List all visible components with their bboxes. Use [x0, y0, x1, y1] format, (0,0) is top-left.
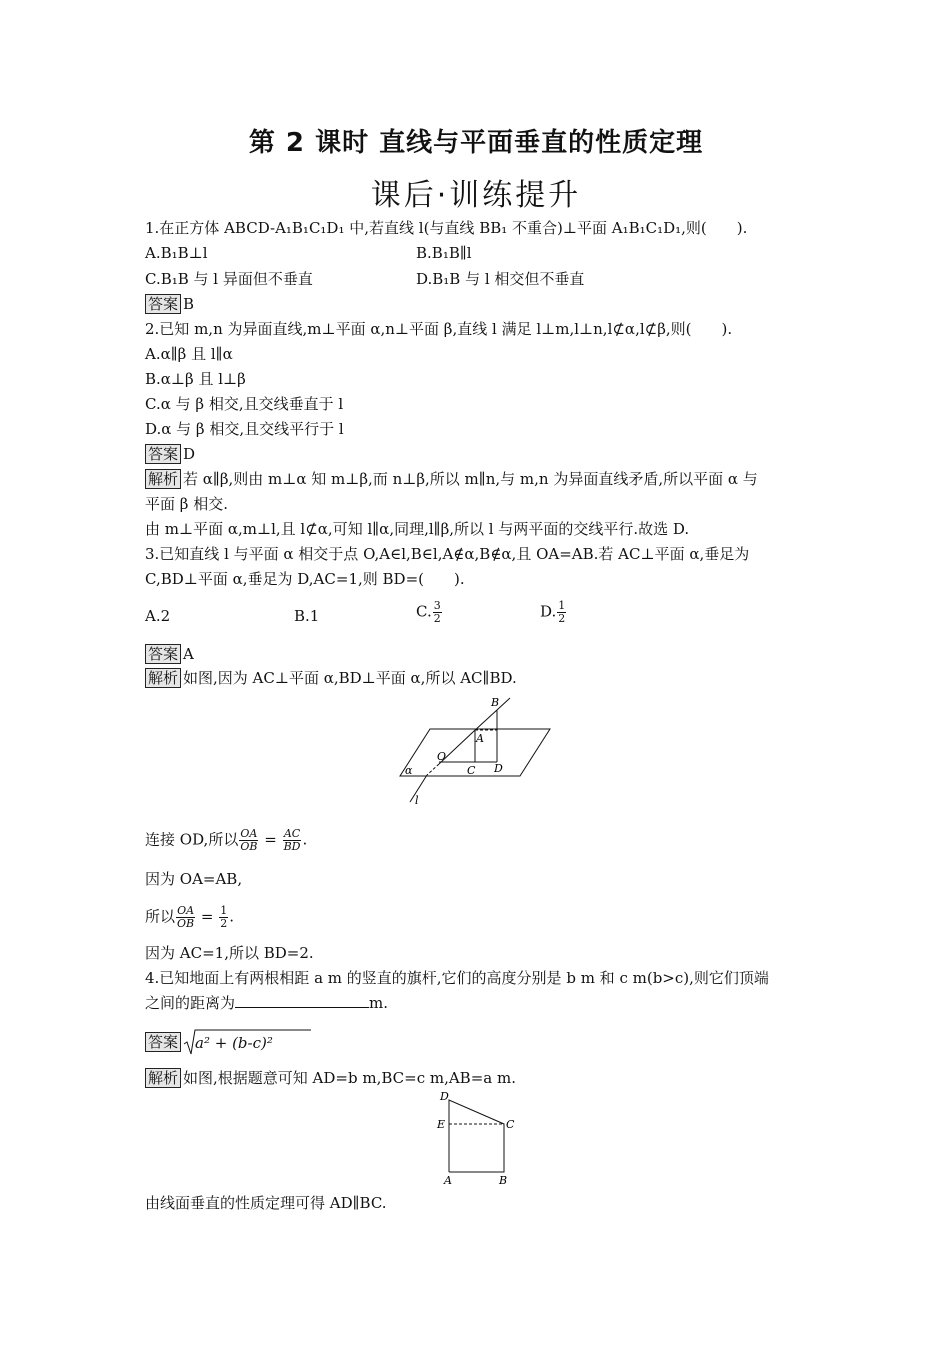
equals-sign: = [264, 830, 277, 849]
q3-option-b: B.1 [294, 607, 320, 625]
q2-analysis-1: 若 α∥β,则由 m⊥α 知 m⊥β,而 n⊥β,所以 m∥n,与 m,n 为异面直线矛盾,所以平面 α 与 [183, 470, 758, 488]
analysis-label: 解析 [145, 469, 181, 489]
q3-option-c-fraction [433, 600, 442, 625]
q1-answer: B [183, 295, 195, 313]
q4-stem-2-post: m. [369, 994, 389, 1012]
q2-option-d: D.α 与 β 相交,且交线平行于 l [145, 420, 344, 438]
q2-analysis-row [145, 469, 758, 489]
fraction-one-half [219, 905, 228, 930]
q3-figure-plane-line [395, 694, 560, 809]
label-C: C [467, 764, 476, 777]
q4-stem-2-pre: 之间的距离为 [145, 994, 236, 1012]
answer-label: 答案 [145, 1032, 181, 1052]
fraction-numerator: AC [283, 827, 301, 840]
page-subtitle: 课后·训练提升 [370, 178, 582, 213]
fraction-denominator: 2 [558, 612, 566, 625]
label-B: B [491, 696, 500, 709]
q4-stem-2 [145, 993, 388, 1013]
q2-answer-row [145, 444, 195, 464]
fraction-OA-OB [239, 828, 258, 853]
q3-analysis-1: 如图,因为 AC⊥平面 α,BD⊥平面 α,所以 AC∥BD. [183, 669, 517, 687]
q2-analysis-3: 由 m⊥平面 α,m⊥l,且 l⊄α,可知 l∥α,同理,l∥β,所以 l 与两平面的交线平行.故选 D. [145, 520, 690, 538]
q3-analysis-so [145, 905, 234, 930]
fraction-OA-OB [176, 905, 195, 930]
label-D: D [440, 1090, 449, 1103]
fraction-denominator: OB [240, 840, 258, 853]
text-so: 所以 [145, 907, 176, 926]
q3-stem-2: C,BD⊥平面 α,垂足为 D,AC=1,则 BD=( ). [145, 570, 465, 588]
q2-option-c: C.α 与 β 相交,且交线垂直于 l [145, 395, 344, 413]
label-E: E [437, 1118, 446, 1131]
fraction-numerator: OA [177, 904, 195, 917]
fraction-numerator: 1 [220, 904, 228, 917]
q3-stem-1: 3.已知直线 l 与平面 α 相交于点 O,A∈l,B∈l,A∉α,B∉α,且 OA=AB.若 AC⊥平面 α,垂足为 [145, 545, 750, 563]
q1-option-b: B.B₁B∥l [416, 244, 472, 262]
q1-option-a: A.B₁B⊥l [145, 244, 208, 262]
q4-answer-row [145, 1028, 277, 1058]
line-l-hidden [427, 764, 439, 775]
q3-analysis-row [145, 668, 517, 688]
q2-stem: 2.已知 m,n 为异面直线,m⊥平面 α,n⊥平面 β,直线 l 满足 l⊥m,l⊥n,l⊄α,l⊄β,则( ). [145, 320, 733, 338]
analysis-label: 解析 [145, 1068, 181, 1088]
q4-analysis-2: 由线面垂直的性质定理可得 AD∥BC. [145, 1194, 387, 1212]
q2-option-a: A.α∥β 且 l∥α [145, 345, 233, 363]
sqrt-expression [183, 1028, 277, 1058]
q3-option-d-fraction [557, 600, 566, 625]
page-title: 第 2 课时 直线与平面垂直的性质定理 [248, 128, 704, 158]
q3-option-c-prefix: C. [416, 602, 432, 621]
text-connect: 连接 OD,所以 [145, 830, 239, 849]
label-A: A [476, 732, 484, 745]
q2-analysis-2: 平面 β 相交. [145, 495, 228, 513]
answer-blank [235, 993, 369, 1008]
q1-option-d: D.B₁B 与 l 相交但不垂直 [416, 270, 585, 288]
label-A: A [444, 1174, 452, 1187]
label-alpha: α [405, 764, 413, 777]
q4-analysis-row [145, 1068, 516, 1088]
answer-label: 答案 [145, 644, 181, 664]
q4-stem-1: 4.已知地面上有两根相距 a m 的竖直的旗杆,它们的高度分别是 b m 和 c m(b>c),则它们顶端 [145, 969, 769, 987]
label-l: l [415, 794, 419, 807]
q1-answer-row [145, 294, 194, 314]
label-D: D [494, 762, 503, 775]
q3-option-d [540, 600, 567, 625]
q3-analysis-because: 因为 OA=AB, [145, 870, 243, 888]
q1-option-c: C.B₁B 与 l 异面但不垂直 [145, 270, 313, 288]
fraction-numerator: 1 [558, 599, 566, 612]
q3-option-c [416, 600, 443, 625]
quadrilateral-ABCD [449, 1100, 504, 1172]
label-O: O [437, 750, 447, 763]
fraction-numerator: 3 [433, 599, 441, 612]
q3-answer-row [145, 644, 194, 664]
answer-label: 答案 [145, 444, 181, 464]
answer-label: 答案 [145, 294, 181, 314]
period: . [229, 907, 235, 926]
fraction-AC-BD [283, 828, 302, 853]
q4-analysis-1: 如图,根据题意可知 AD=b m,BC=c m,AB=a m. [183, 1069, 516, 1087]
analysis-label: 解析 [145, 668, 181, 688]
label-B: B [499, 1174, 508, 1187]
q3-analysis-final: 因为 AC=1,所以 BD=2. [145, 944, 314, 962]
fraction-denominator: 2 [433, 612, 441, 625]
q1-stem: 1.在正方体 ABCD-A₁B₁C₁D₁ 中,若直线 l(与直线 BB₁ 不重合)⊥平面 A₁B₁C₁D₁,则( ). [145, 219, 748, 237]
q2-option-b: B.α⊥β 且 l⊥β [145, 370, 246, 388]
fraction-denominator: OB [177, 917, 195, 930]
q3-option-a: A.2 [145, 607, 171, 625]
q3-answer: A [183, 645, 194, 663]
fraction-numerator: OA [240, 827, 258, 840]
q3-option-d-prefix: D. [540, 602, 557, 621]
label-C: C [506, 1118, 515, 1131]
q3-analysis-connect [145, 828, 307, 853]
q4-figure-flagpoles [432, 1088, 522, 1188]
sqrt-radical-icon [183, 1028, 313, 1056]
sqrt-radicand: a² + (b-c)² [195, 1034, 273, 1052]
q2-answer: D [183, 445, 196, 463]
equals-sign: = [200, 907, 214, 926]
fraction-denominator: BD [283, 840, 301, 853]
period: . [302, 830, 308, 849]
fraction-denominator: 2 [220, 917, 228, 930]
